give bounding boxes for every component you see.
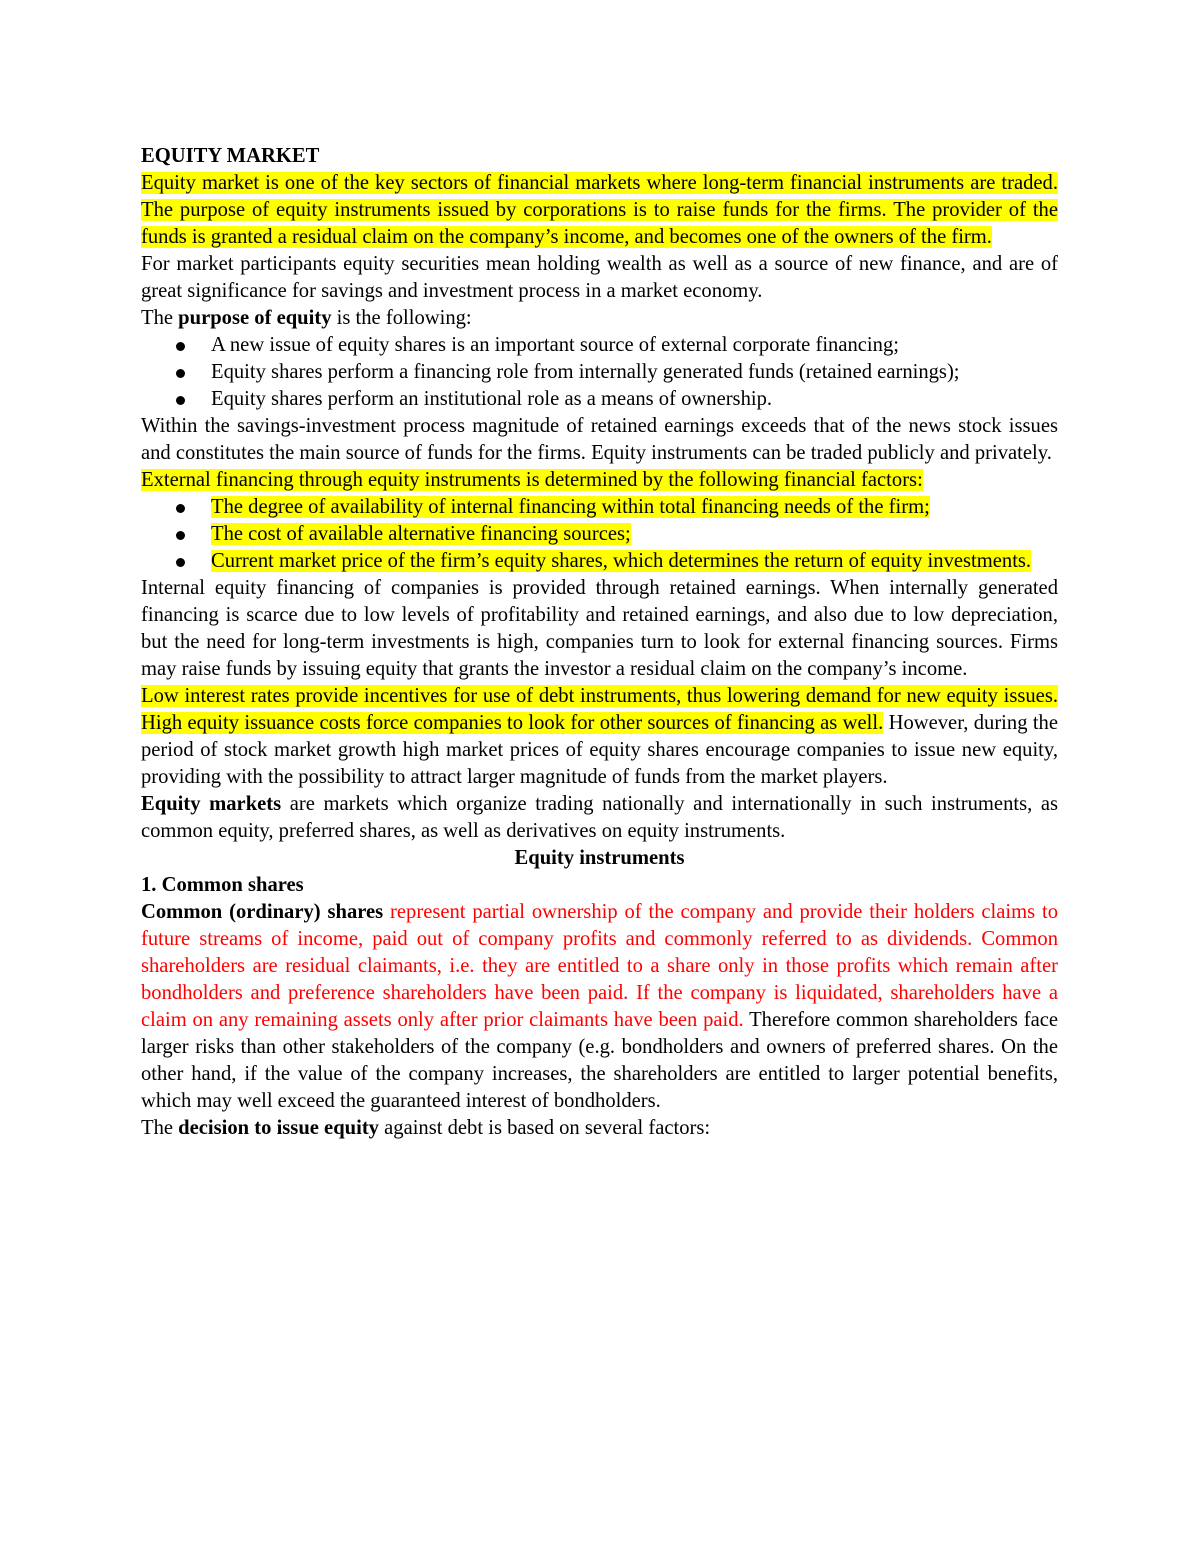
interest-paragraph [141,683,1058,791]
savings-paragraph: Within the savings-investment process magnitude of retained earnings exceeds that of the news stock issues and constitutes the main source of funds for the firms. Equity instruments can be traded publicly and privately. [141,415,1058,464]
interest-highlight: Low interest rates provide incentives for use of debt instruments, thus lowering demand for new equity issues. High equity issuance costs force companies to look for other sources of financing as well. [141,685,1058,734]
subheading: 1. Common shares [141,874,304,896]
document-title: EQUITY MARKET [141,145,320,167]
common-shares-paragraph [141,899,1058,1115]
list-item: A new issue of equity shares is an important source of external corporate financing; [211,332,1058,359]
list-item-text: Current market price of the firm’s equity shares, which determines the return of equity investments. [211,550,1032,572]
list-item [211,521,1058,548]
intro-paragraph [141,170,1058,251]
list-item [211,494,1058,521]
factors-list [141,494,1058,575]
decision-pre: The [141,1117,179,1139]
decision-bold: decision to issue equity [178,1117,379,1139]
external-highlight: External financing through equity instruments is determined by the following financial factors: [141,469,923,491]
purpose-list [141,332,1058,413]
purpose-pre: The [141,307,179,329]
list-item: Equity shares perform a financing role from internally generated funds (retained earnings); [211,359,1058,386]
list-item-text: The cost of available alternative financing sources; [211,523,631,545]
purpose-post: is the following: [331,307,472,329]
common-shares-bold: Common (ordinary) shares [141,901,384,923]
list-item-text: The degree of availability of internal financing within total financing needs of the firm; [211,496,930,518]
purpose-bold: purpose of equity [178,307,332,329]
equity-markets-paragraph [141,791,1058,845]
internal-paragraph: Internal equity financing of companies is provided through retained earnings. When internally generated financing is scarce due to low levels of profitability and retained earnings, and also due to low depreciation, but the need for long-term investments is high, companies turn to look for external financing sources. Firms may raise funds by issuing equity that grants the investor a residual claim on the company’s income. [141,577,1058,680]
equity-markets-rest: are markets which organize trading nationally and internationally in such instruments, as common equity, preferred shares, as well as derivatives on equity instruments. [141,793,1058,842]
purpose-paragraph [141,305,1058,332]
section-heading: Equity instruments [514,847,685,869]
intro-highlight: Equity market is one of the key sectors of financial markets where long-term financial instruments are traded. The purpose of equity instruments issued by corporations is to raise funds for the firms. The provider of the funds is granted a residual claim on the company’s income, and becomes one of the owners of the firm. [141,172,1058,248]
common-shares-rest: Therefore common shareholders face larger risks than other stakeholders of the company (e.g. bondholders and owners of preferred shares. On the other hand, if the value of the company increases, the shareholders are entitled to larger potential benefits, which may well exceed the guaranteed interest of bondholders. [141,1009,1058,1112]
decision-paragraph [141,1115,1058,1142]
equity-markets-bold: Equity markets [141,793,282,815]
common-shares-red: represent partial ownership of the company and provide their holders claims to future streams of income, paid out of company profits and commonly referred to as dividends. Common shareholders are residual claimants, i.e. they are entitled to a share only in those profits which remain after bondholders and preference shareholders have been paid. If the company is liquidated, shareholders have a claim on any remaining assets only after prior claimants have been paid. [141,901,1058,1031]
external-paragraph [141,467,1058,494]
document-page [141,143,1058,1142]
participants-paragraph: For market participants equity securities mean holding wealth as well as a source of new finance, and are of great significance for savings and investment process in a market economy. [141,253,1058,302]
list-item: Equity shares perform an institutional role as a means of ownership. [211,386,1058,413]
interest-rest: However, during the period of stock market growth high market prices of equity shares encourage companies to issue new equity, providing with the possibility to attract larger magnitude of funds from the market players. [141,712,1058,788]
list-item [211,548,1058,575]
decision-post: against debt is based on several factors: [378,1117,711,1139]
